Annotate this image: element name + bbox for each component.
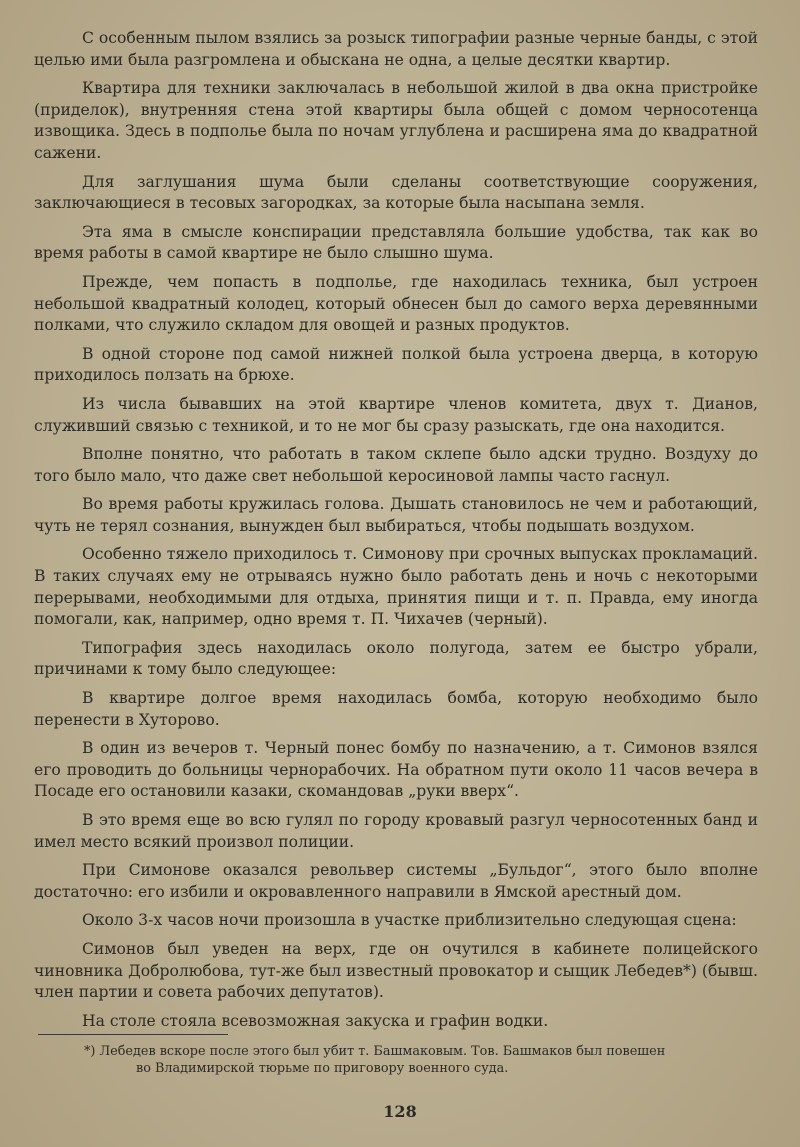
- paragraph: Прежде, чем попасть в подполье, где находилась техника, был устроен небольшой квадратный колодец, который обнесен был до самого верха деревянными полками, что служило складом для овощей и разных продуктов.: [34, 272, 758, 335]
- paragraph: В одной стороне под самой нижней полкой была устроена дверца, в которую приходилось ползать на брюхе.: [34, 344, 758, 385]
- paragraph: Эта яма в смысле конспирации представляла большие удобства, так как во время работы в самой квартире не было слышно шума.: [34, 222, 758, 263]
- paragraph: Особенно тяжело приходилось т. Симонову при срочных выпусках прокламаций. В таких случаях ему не отрываясь нужно было работать день и ночь с некоторыми перерывами, необходимыми для отдыха, принятия пищи и т. п. Правда, ему иногда помогали, как, например, одно время т. П. Чихачев (черный).: [34, 545, 758, 629]
- paragraph: На столе стояла всевозможная закуска и графин водки.: [82, 1011, 549, 1030]
- paragraph: Квартира для техники заключалась в небольшой жилой в два окна пристройке (приделок), внутренняя стена этой квартиры была общей с домом черносотенца извощика. Здесь в подполье была по ночам углублена и расширена яма до квадратной сажени.: [34, 79, 758, 162]
- footnote-divider: [38, 1034, 228, 1035]
- footnote: [84, 1043, 760, 1077]
- paragraph: Вполне понятно, что работать в таком склепе было адски трудно. Воздуху до того было мало, что даже свет небольшой керосиновой лампы часто гаснул.: [34, 445, 758, 485]
- paragraph: С особенным пылом взялись за розыск типографии разные черные банды, с этой целью ими была разгромлена и обыскана не одна, а целые десятки квартир.: [34, 29, 758, 69]
- paragraph: Типография здесь находилась около полугода, затем ее быстро убрали, причинами к тому было следующее:: [34, 638, 758, 679]
- page-number: 128: [383, 1102, 417, 1121]
- paragraph: В один из вечеров т. Черный понес бомбу по назначению, а т. Симонов взялся его проводить до больницы чернорабочих. На обратном пути около 11 часов вечера в Посаде его остановили казаки, скомандовав „руки вверх“.: [34, 739, 758, 801]
- paragraph: Из числа бывавших на этой квартире членов комитета, двух т. Дианов, служивший связью с техникой, и то не мог бы сразу разыскать, где она находится.: [34, 394, 758, 435]
- paragraph: Около 3-х часов ночи произошла в участке приблизительно следующая сцена:: [82, 911, 737, 930]
- footnote-line: *) Лебедев вскоре после этого был убит т. Башмаковым. Тов. Башмаков был повешен: [84, 1044, 666, 1059]
- footnote-line: во Владимирской тюрьме по приговору военного суда.: [136, 1061, 509, 1076]
- paragraph: Для заглушания шума были сделаны соответствующие сооружения, заключающиеся в тесовых загородках, за которые была насыпана земля.: [34, 172, 758, 213]
- paragraph: В квартире долгое время находилась бомба, которую необходимо было перенести в Хуторово.: [34, 689, 758, 729]
- paragraph: При Симонове оказался револьвер системы „Бульдог“, этого было вполне достаточно: его избили и окровавленного направили в Ямской арестный дом.: [34, 861, 758, 901]
- paragraph: Во время работы кружилась голова. Дышать становилось не чем и работающий, чуть не терял сознания, вынужден был выбираться, чтобы подышать воздухом.: [34, 495, 758, 535]
- body-text: [34, 28, 758, 1039]
- paragraph: В это время еще во всю гулял по городу кровавый разгул черносотенных банд и имел место всякий произвол полиции.: [34, 811, 758, 851]
- paragraph: Симонов был уведен на верх, где он очутился в кабинете полицейского чиновника Добролюбова, тут-же был известный провокатор и сыщик Лебедев*) (бывш. член партии и совета рабочих депутатов).: [34, 939, 758, 1002]
